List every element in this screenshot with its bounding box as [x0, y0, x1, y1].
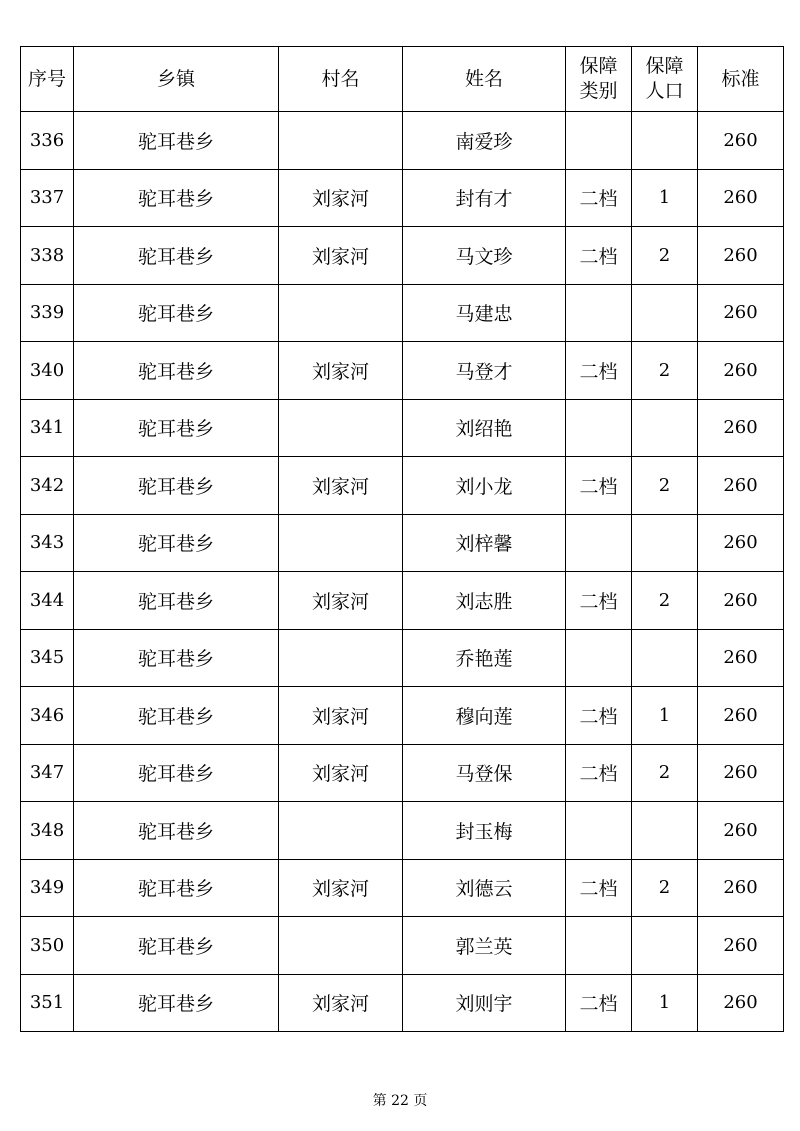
table-body	[21, 112, 784, 1032]
cell-persons: 2	[632, 457, 698, 515]
cell-township: 驼耳巷乡	[74, 859, 279, 917]
cell-village: 刘家河	[279, 744, 403, 802]
cell-persons	[632, 514, 698, 572]
cell-township: 驼耳巷乡	[74, 687, 279, 745]
table-row	[21, 342, 784, 400]
cell-seq: 344	[21, 572, 74, 630]
cell-village	[279, 284, 403, 342]
table-row	[21, 457, 784, 515]
cell-township: 驼耳巷乡	[74, 629, 279, 687]
table-row	[21, 572, 784, 630]
cell-category: 二档	[566, 342, 632, 400]
allowance-table-container	[20, 46, 783, 1032]
cell-seq: 342	[21, 457, 74, 515]
cell-category: 二档	[566, 227, 632, 285]
cell-persons	[632, 917, 698, 975]
cell-standard: 260	[698, 744, 784, 802]
cell-category: 二档	[566, 169, 632, 227]
cell-name: 刘则宇	[403, 974, 566, 1032]
cell-name: 刘小龙	[403, 457, 566, 515]
table-row	[21, 514, 784, 572]
cell-seq: 346	[21, 687, 74, 745]
cell-village	[279, 802, 403, 860]
cell-persons	[632, 112, 698, 170]
cell-standard: 260	[698, 342, 784, 400]
cell-name: 刘梓馨	[403, 514, 566, 572]
cell-seq: 345	[21, 629, 74, 687]
cell-name: 南爱珍	[403, 112, 566, 170]
cell-township: 驼耳巷乡	[74, 399, 279, 457]
cell-persons: 2	[632, 859, 698, 917]
cell-category	[566, 514, 632, 572]
header-row	[21, 47, 784, 112]
header-township: 乡镇	[74, 47, 279, 112]
cell-name: 刘绍艳	[403, 399, 566, 457]
cell-seq: 348	[21, 802, 74, 860]
page-number: 第 22 页	[372, 1093, 428, 1109]
table-row	[21, 687, 784, 745]
table-row	[21, 112, 784, 170]
cell-persons	[632, 629, 698, 687]
cell-persons	[632, 284, 698, 342]
cell-standard: 260	[698, 399, 784, 457]
table-row	[21, 744, 784, 802]
cell-village	[279, 629, 403, 687]
cell-standard: 260	[698, 629, 784, 687]
cell-category	[566, 629, 632, 687]
cell-village	[279, 399, 403, 457]
cell-persons	[632, 802, 698, 860]
cell-township: 驼耳巷乡	[74, 744, 279, 802]
cell-seq: 351	[21, 974, 74, 1032]
header-seq: 序号	[21, 47, 74, 112]
cell-township: 驼耳巷乡	[74, 917, 279, 975]
cell-seq: 341	[21, 399, 74, 457]
cell-persons: 2	[632, 572, 698, 630]
header-persons-line-2: 人口	[645, 80, 684, 102]
cell-category	[566, 284, 632, 342]
table-row	[21, 974, 784, 1032]
cell-standard: 260	[698, 572, 784, 630]
cell-persons: 2	[632, 227, 698, 285]
cell-category: 二档	[566, 744, 632, 802]
cell-seq: 349	[21, 859, 74, 917]
cell-township: 驼耳巷乡	[74, 457, 279, 515]
table-row	[21, 629, 784, 687]
cell-village: 刘家河	[279, 169, 403, 227]
cell-category: 二档	[566, 572, 632, 630]
header-persons-line-1: 保障	[645, 55, 684, 77]
table-row	[21, 227, 784, 285]
cell-category	[566, 802, 632, 860]
cell-seq: 339	[21, 284, 74, 342]
cell-persons: 1	[632, 974, 698, 1032]
cell-persons: 2	[632, 342, 698, 400]
header-persons	[632, 47, 698, 112]
cell-category	[566, 917, 632, 975]
cell-name: 马登才	[403, 342, 566, 400]
cell-village: 刘家河	[279, 687, 403, 745]
cell-seq: 337	[21, 169, 74, 227]
cell-name: 封玉梅	[403, 802, 566, 860]
cell-township: 驼耳巷乡	[74, 227, 279, 285]
cell-village: 刘家河	[279, 457, 403, 515]
allowance-table	[20, 46, 784, 1032]
cell-category	[566, 399, 632, 457]
cell-name: 刘德云	[403, 859, 566, 917]
cell-category: 二档	[566, 687, 632, 745]
table-header	[21, 47, 784, 112]
cell-seq: 350	[21, 917, 74, 975]
table-row	[21, 917, 784, 975]
cell-seq: 343	[21, 514, 74, 572]
cell-name: 郭兰英	[403, 917, 566, 975]
header-village: 村名	[279, 47, 403, 112]
cell-persons: 1	[632, 687, 698, 745]
cell-township: 驼耳巷乡	[74, 802, 279, 860]
cell-standard: 260	[698, 802, 784, 860]
header-standard: 标准	[698, 47, 784, 112]
cell-standard: 260	[698, 227, 784, 285]
table-row	[21, 802, 784, 860]
cell-standard: 260	[698, 917, 784, 975]
header-category-line-1: 保障	[579, 55, 618, 77]
cell-name: 马建忠	[403, 284, 566, 342]
cell-name: 穆向莲	[403, 687, 566, 745]
header-category-line-2: 类别	[579, 80, 618, 102]
cell-name: 乔艳莲	[403, 629, 566, 687]
header-category	[566, 47, 632, 112]
cell-village: 刘家河	[279, 227, 403, 285]
cell-seq: 338	[21, 227, 74, 285]
cell-category: 二档	[566, 974, 632, 1032]
cell-village	[279, 917, 403, 975]
cell-village: 刘家河	[279, 572, 403, 630]
cell-seq: 340	[21, 342, 74, 400]
cell-persons	[632, 399, 698, 457]
cell-village: 刘家河	[279, 342, 403, 400]
table-row	[21, 169, 784, 227]
cell-township: 驼耳巷乡	[74, 284, 279, 342]
cell-standard: 260	[698, 687, 784, 745]
cell-seq: 336	[21, 112, 74, 170]
table-row	[21, 399, 784, 457]
cell-name: 封有才	[403, 169, 566, 227]
cell-standard: 260	[698, 514, 784, 572]
cell-persons: 2	[632, 744, 698, 802]
cell-standard: 260	[698, 859, 784, 917]
cell-village: 刘家河	[279, 859, 403, 917]
cell-name: 刘志胜	[403, 572, 566, 630]
cell-name: 马文珍	[403, 227, 566, 285]
cell-village: 刘家河	[279, 974, 403, 1032]
cell-seq: 347	[21, 744, 74, 802]
cell-standard: 260	[698, 284, 784, 342]
cell-township: 驼耳巷乡	[74, 514, 279, 572]
cell-standard: 260	[698, 112, 784, 170]
cell-category: 二档	[566, 859, 632, 917]
cell-township: 驼耳巷乡	[74, 112, 279, 170]
table-row	[21, 859, 784, 917]
cell-village	[279, 112, 403, 170]
cell-township: 驼耳巷乡	[74, 974, 279, 1032]
cell-standard: 260	[698, 169, 784, 227]
table-row	[21, 284, 784, 342]
cell-persons: 1	[632, 169, 698, 227]
cell-standard: 260	[698, 457, 784, 515]
cell-category: 二档	[566, 457, 632, 515]
cell-township: 驼耳巷乡	[74, 572, 279, 630]
header-name: 姓名	[403, 47, 566, 112]
cell-standard: 260	[698, 974, 784, 1032]
cell-village	[279, 514, 403, 572]
cell-name: 马登保	[403, 744, 566, 802]
cell-category	[566, 112, 632, 170]
cell-township: 驼耳巷乡	[74, 169, 279, 227]
cell-township: 驼耳巷乡	[74, 342, 279, 400]
